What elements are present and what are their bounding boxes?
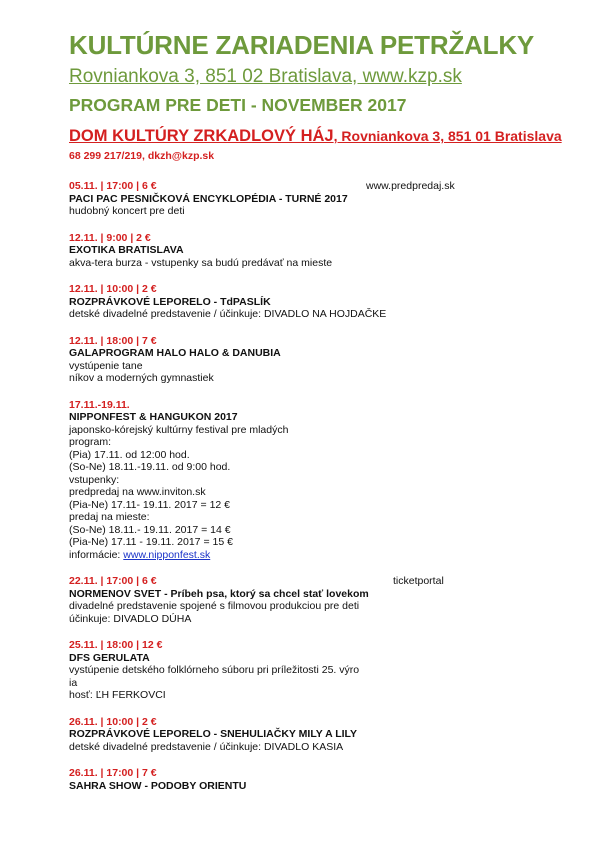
event-date-time-price: 26.11. | 17:00 | 7 € bbox=[69, 767, 157, 779]
event-item bbox=[69, 767, 539, 792]
ticket-source: www.predpredaj.sk bbox=[366, 180, 455, 192]
event-description: japonsko-kórejský kultúrny festival pre mladých program: (Pia) 17.11. od 12:00 hod. (So-Ne) 18.11.-19.11. od 9:00 hod. vstupenky: predpredaj na www.inviton.sk (Pia-Ne) 17.11- 19.11. 2017 = 12 € predaj na mieste: (So-Ne) 18.11.- 19.11. 2017 = 14 € (Pia-Ne) 17.11 - 19.11. 2017 = 15 € bbox=[69, 423, 289, 548]
event-date-time-price: 17.11.-19.11. bbox=[69, 398, 130, 411]
venue-address: , Rovniankova 3, 851 01 Bratislava bbox=[333, 128, 562, 144]
event-date-time-price: 25.11. | 18:00 | 12 € bbox=[69, 639, 163, 651]
event-description: detské divadelné predstavenie / účinkuje: DIVADLO KASIA bbox=[69, 740, 344, 753]
event-date-time-price: 12.11. | 18:00 | 7 € bbox=[69, 334, 157, 347]
event-item bbox=[69, 335, 539, 385]
event-title: SAHRA SHOW - PODOBY ORIENTU bbox=[69, 779, 247, 792]
event-description: divadelné predstavenie spojené s filmovou produkciou pre deti účinkuje: DIVADLO DÚHA bbox=[69, 600, 360, 625]
event-description: vystúpenie detského folklórneho súboru pri príležitosti 25. výro ia hosť: ĽH FERKOVCI bbox=[69, 664, 360, 701]
organization-address-link[interactable]: Rovniankova 3, 851 02 Bratislava, www.kzp.sk bbox=[69, 66, 462, 87]
event-date-time-price: 05.11. | 17:00 | 6 € bbox=[69, 180, 157, 192]
event-description: hudobný koncert pre deti bbox=[69, 205, 185, 217]
event-date-time-price: 22.11. | 17:00 | 6 € bbox=[69, 575, 157, 587]
event-title: NIPPONFEST & HANGUKON 2017 bbox=[69, 411, 238, 423]
event-item bbox=[69, 716, 539, 754]
program-subtitle: PROGRAM PRE DETI - NOVEMBER 2017 bbox=[69, 95, 407, 115]
info-label: informácie: bbox=[69, 548, 124, 561]
page-title: KULTÚRNE ZARIADENIA PETRŽALKY bbox=[69, 30, 535, 60]
event-date-time-price: 12.11. | 10:00 | 2 € bbox=[69, 283, 157, 295]
nipponfest-link[interactable]: www.nipponfest.sk bbox=[123, 548, 211, 561]
event-item bbox=[69, 399, 539, 562]
venue-name: DOM KULTÚRY ZRKADLOVÝ HÁJ bbox=[69, 127, 334, 145]
event-item bbox=[69, 283, 539, 321]
event-info-line bbox=[69, 549, 539, 562]
event-description: detské divadelné predstavenie / účinkuje: DIVADLO NA HOJDAČKE bbox=[69, 308, 387, 320]
event-item bbox=[69, 180, 539, 218]
event-item bbox=[69, 232, 539, 270]
event-title: ROZPRÁVKOVÉ LEPORELO - TdPASLÍK bbox=[69, 295, 271, 308]
event-title: NORMENOV SVET - Príbeh psa, ktorý sa chcel stať lovekom bbox=[69, 587, 369, 600]
event-list bbox=[69, 180, 539, 806]
venue-heading bbox=[69, 127, 562, 146]
event-item bbox=[69, 575, 539, 625]
event-title: ROZPRÁVKOVÉ LEPORELO - SNEHULIAČKY MILY A LILY bbox=[69, 728, 358, 740]
event-date-time-price: 26.11. | 10:00 | 2 € bbox=[69, 715, 157, 728]
event-title: GALAPROGRAM HALO HALO & DANUBIA bbox=[69, 347, 281, 359]
event-title: EXOTIKA BRATISLAVA bbox=[69, 244, 184, 256]
event-item bbox=[69, 639, 539, 702]
ticket-source: ticketportal bbox=[393, 575, 444, 587]
event-description: vystúpenie tane níkov a moderných gymnastiek bbox=[69, 359, 214, 384]
event-description: akva-tera burza - vstupenky sa budú predávať na mieste bbox=[69, 256, 333, 269]
event-date-time-price: 12.11. | 9:00 | 2 € bbox=[69, 231, 151, 244]
event-title: PACI PAC PESNIČKOVÁ ENCYKLOPÉDIA - TURNÉ 2017 bbox=[69, 192, 348, 205]
event-title: DFS GERULATA bbox=[69, 651, 150, 664]
venue-contact: 68 299 217/219, dkzh@kzp.sk bbox=[69, 150, 215, 162]
